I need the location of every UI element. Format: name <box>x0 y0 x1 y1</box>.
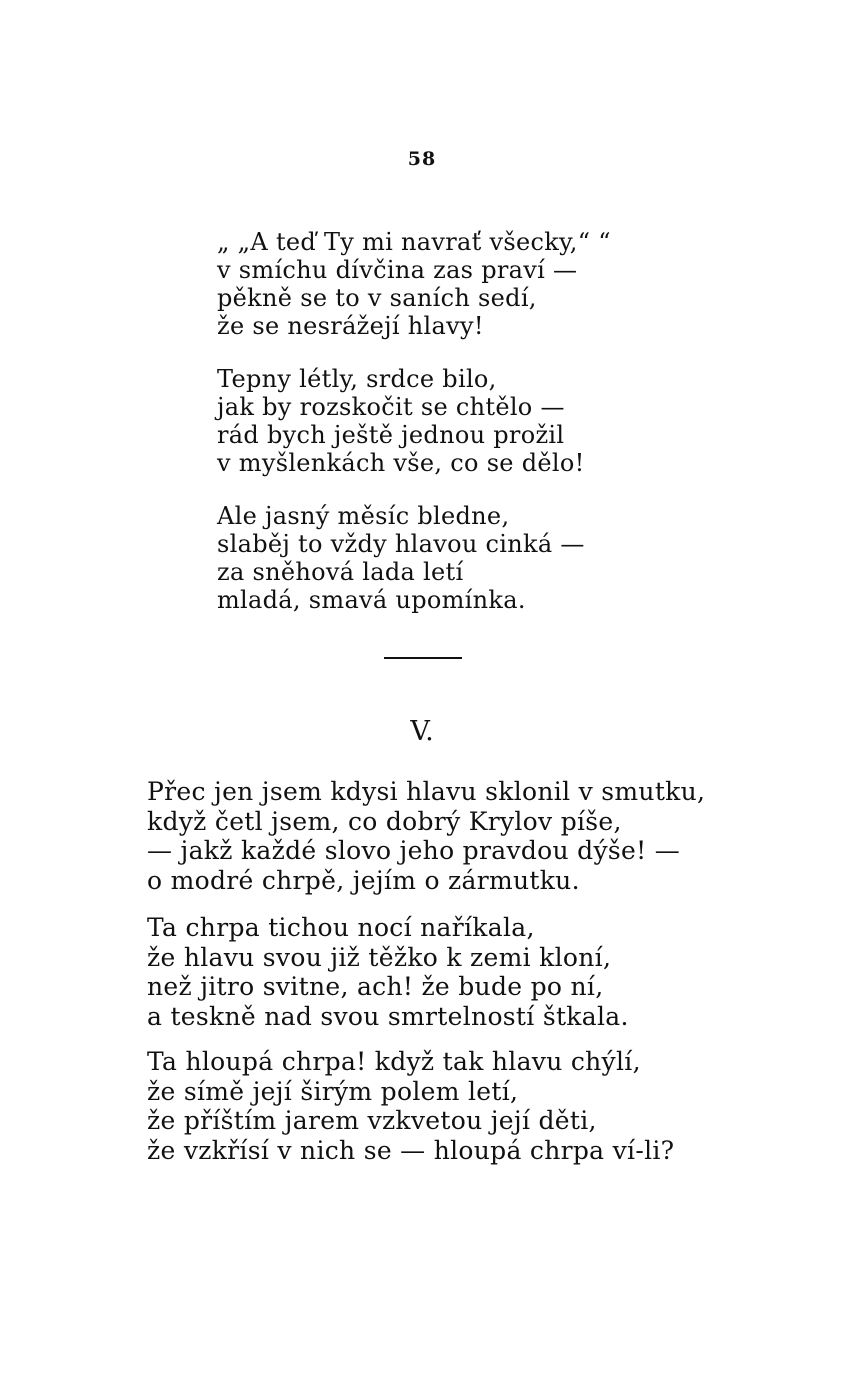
poem-line: v myšlenkách vše, co se dělo! <box>217 449 585 477</box>
poem-line: Tepny létly, srdce bilo, <box>217 365 497 393</box>
poem-line: že vzkřísí v nich se — hloupá chrpa ví-li? <box>147 1135 675 1165</box>
poem-line: mladá, smavá upomínka. <box>217 586 526 614</box>
poem-line: Přec jen jsem kdysi hlavu sklonil v smutku, <box>147 777 706 806</box>
poem-line: slaběj to vždy hlavou cinká — <box>217 530 585 558</box>
poem-line: že příštím jarem vzkvetou její děti, <box>147 1106 597 1135</box>
poem-line: Ta hloupá chrpa! když tak hlavu chýlí, <box>147 1047 641 1076</box>
stanza <box>217 365 585 477</box>
poem-line: za sněhová lada letí <box>217 558 464 586</box>
stanza <box>217 502 585 614</box>
page-number: 58 <box>407 148 437 170</box>
section-divider <box>384 657 462 659</box>
poem-line: a teskně nad svou smrtelností štkala. <box>147 1001 629 1031</box>
poem-line: pěkně se to v saních sedí, <box>217 284 537 312</box>
section-heading: V. <box>410 716 434 747</box>
stanza <box>147 913 629 1031</box>
stanza <box>217 228 611 340</box>
poem-line: „ „A teď Ty mi navrať všecky,“ “ <box>217 228 611 256</box>
poem-line: rád bych ještě jednou prožil <box>217 421 565 449</box>
stanza <box>147 1047 674 1165</box>
poem-line: jak by rozskočit se chtělo — <box>217 393 565 421</box>
poem-line: Ale jasný měsíc bledne, <box>217 502 510 530</box>
poem-line: Ta chrpa tichou nocí naříkala, <box>147 913 535 942</box>
poem-line: o modré chrpě, jejím o zármutku. <box>147 865 580 895</box>
poem-line: než jitro svitne, ach! že bude po ní, <box>147 972 604 1001</box>
poem-line: že símě její širým polem letí, <box>147 1076 519 1106</box>
poem-line: že hlavu svou již těžko k zemi kloní, <box>147 942 612 972</box>
poem-line: — jakž každé slovo jeho pravdou dýše! — <box>147 836 681 865</box>
stanza <box>147 777 705 895</box>
poem-line: že se nesrážejí hlavy! <box>217 312 484 340</box>
poem-line: když četl jsem, co dobrý Krylov píše, <box>147 806 622 836</box>
poem-line: v smíchu dívčina zas praví — <box>217 256 578 284</box>
